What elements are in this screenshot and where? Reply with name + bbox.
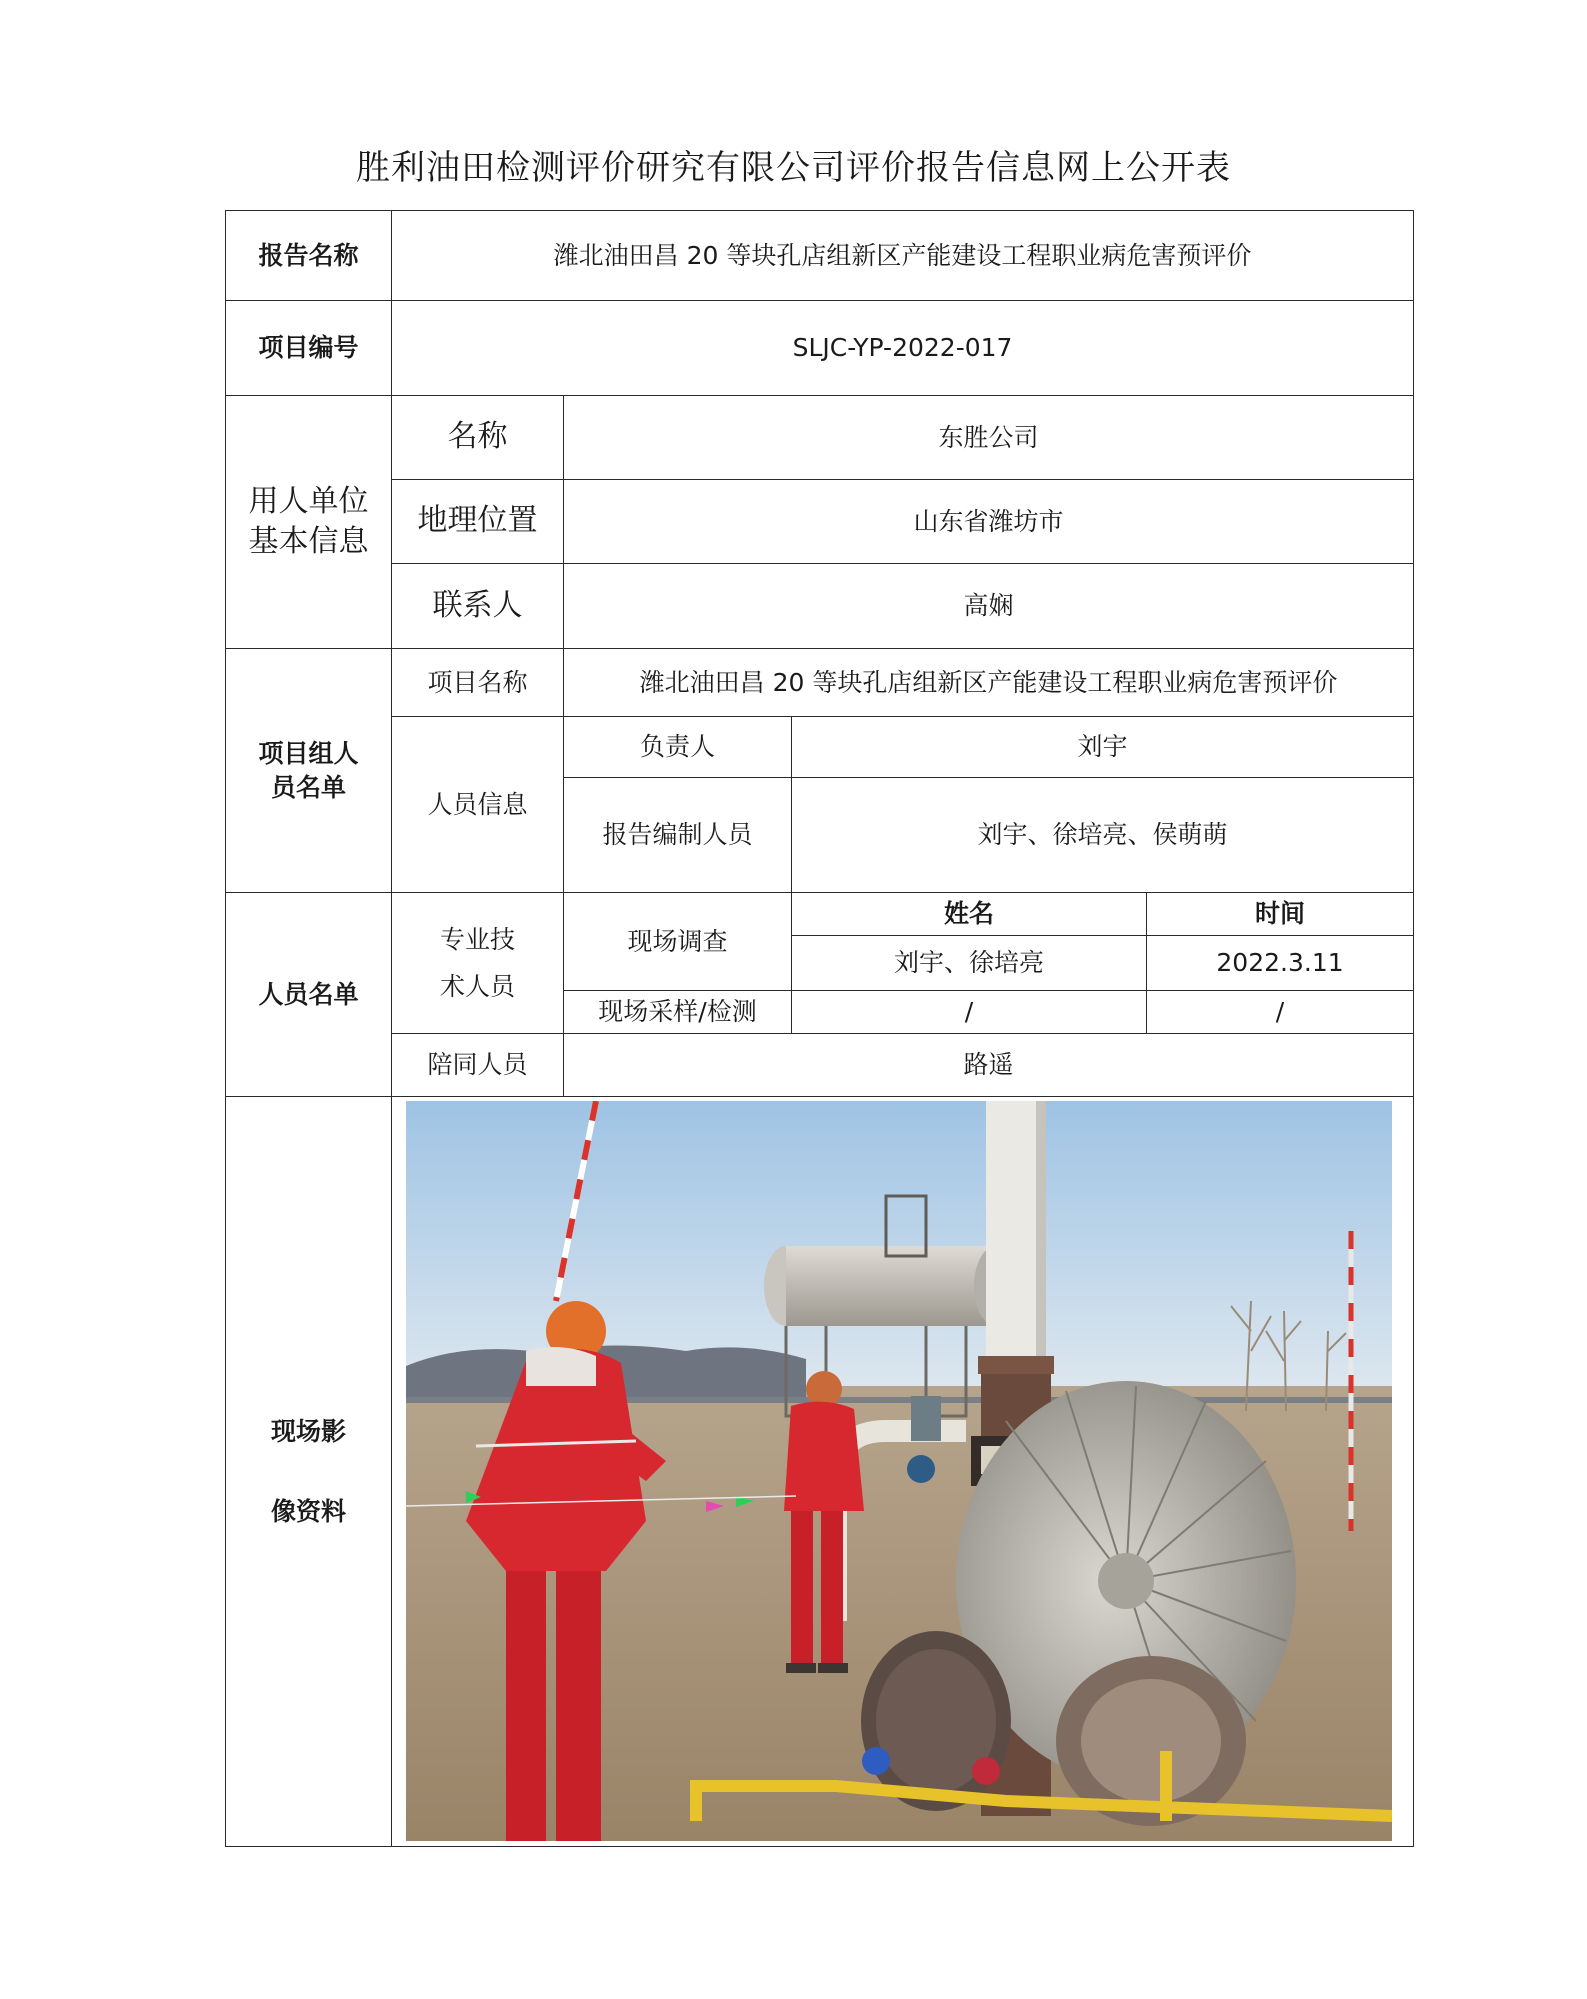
col-name-header: 姓名 [792, 893, 1147, 936]
team-editors-value: 刘宇、徐培亮、侯萌萌 [792, 778, 1414, 893]
staff-label: 人员名单 [226, 893, 392, 1097]
page-title: 胜利油田检测评价研究有限公司评价报告信息网上公开表 [356, 148, 1231, 188]
employer-contact-row [226, 564, 1414, 649]
project-no-label: 项目编号 [226, 301, 392, 396]
sampling-label: 现场采样/检测 [564, 991, 792, 1034]
report-name-value: 潍北油田昌 20 等块孔店组新区产能建设工程职业病危害预评价 [392, 211, 1414, 301]
accompany-row [226, 1034, 1414, 1097]
employer-contact-value: 高娴 [564, 564, 1414, 649]
photo-cell [392, 1097, 1414, 1847]
team-lead-value: 刘宇 [792, 717, 1414, 778]
photo-row [226, 1097, 1414, 1847]
employer-name-label: 名称 [392, 396, 564, 480]
accompany-label: 陪同人员 [392, 1034, 564, 1097]
survey-label: 现场调查 [564, 893, 792, 991]
team-lead-label: 负责人 [564, 717, 792, 778]
employer-contact-label: 联系人 [392, 564, 564, 649]
staff-header-row [226, 893, 1414, 936]
team-project-row [226, 649, 1414, 717]
col-time-header: 时间 [1147, 893, 1414, 936]
employer-location-row [226, 480, 1414, 564]
report-name-label: 报告名称 [226, 211, 392, 301]
tech-staff-label: 专业技术人员 [392, 893, 564, 1034]
person-info-label: 人员信息 [392, 717, 564, 893]
project-no-row [226, 301, 1414, 396]
sampling-time: / [1147, 991, 1414, 1034]
team-label: 项目组人员名单 [226, 649, 392, 893]
survey-time: 2022.3.11 [1147, 936, 1414, 991]
employer-location-label: 地理位置 [392, 480, 564, 564]
survey-names: 刘宇、徐培亮 [792, 936, 1147, 991]
team-editors-label: 报告编制人员 [564, 778, 792, 893]
employer-location-value: 山东省潍坊市 [564, 480, 1414, 564]
team-lead-row [226, 717, 1414, 778]
employer-label: 用人单位基本信息 [226, 396, 392, 649]
team-project-name-value: 潍北油田昌 20 等块孔店组新区产能建设工程职业病危害预评价 [564, 649, 1414, 717]
report-name-row [226, 211, 1414, 301]
disclosure-table [225, 210, 1414, 1847]
team-project-name-label: 项目名称 [392, 649, 564, 717]
employer-name-value: 东胜公司 [564, 396, 1414, 480]
photo-label: 现场影像资料 [226, 1097, 392, 1847]
project-no-value: SLJC-YP-2022-017 [392, 301, 1414, 396]
employer-name-row [226, 396, 1414, 480]
accompany-value: 路遥 [564, 1034, 1414, 1097]
site-photo [406, 1101, 1392, 1841]
sampling-names: / [792, 991, 1147, 1034]
